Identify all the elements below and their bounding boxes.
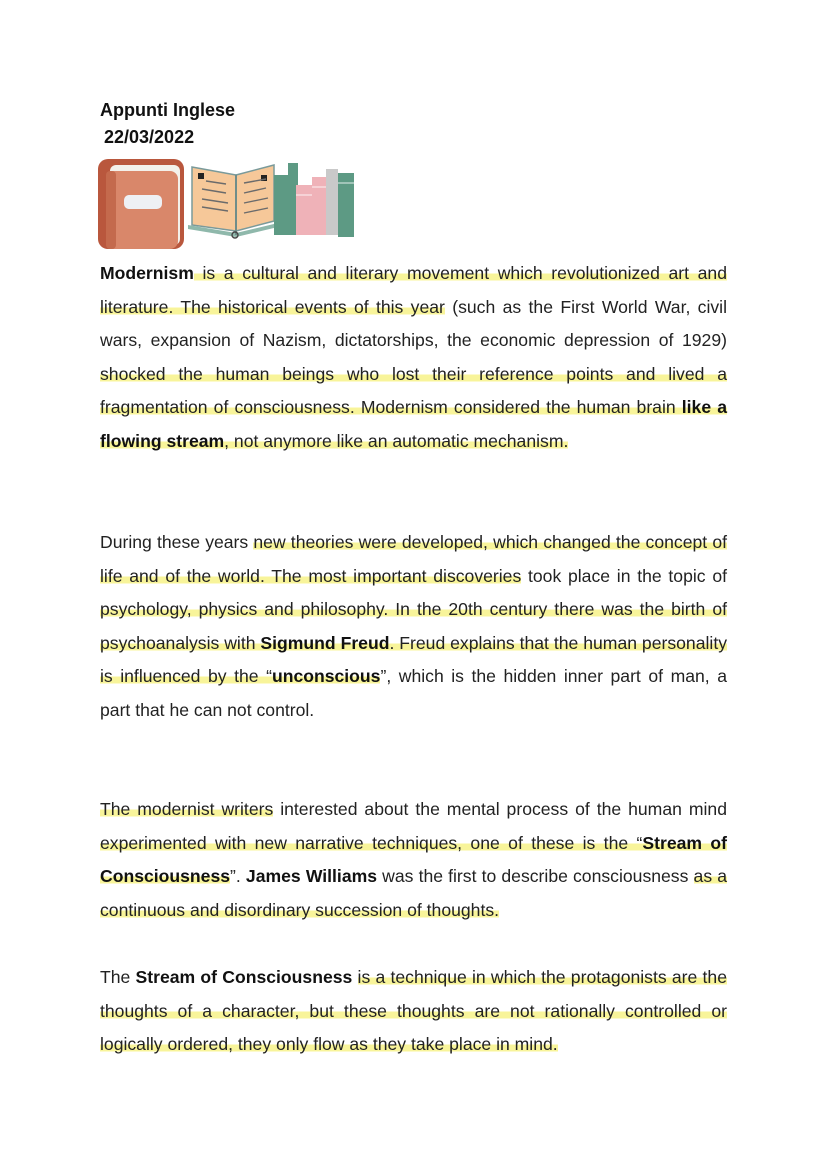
term-stream-of-consciousness: Stream of Consciousness <box>135 967 353 987</box>
paragraph-new-theories <box>100 526 727 728</box>
body-text <box>352 967 357 987</box>
paragraph-stream-definition <box>100 961 727 1062</box>
body-text: (such as the First World War, civil wars, expansion of Nazism, dictatorships, the economic depression of 1929) <box>100 296 727 351</box>
highlighted-text: The modernist writers <box>100 799 274 819</box>
term-unconscious: unconscious <box>271 666 381 687</box>
paragraph-modernist-writers <box>100 793 727 927</box>
body-text: During these years <box>100 532 254 552</box>
term-sigmund-freud: Sigmund Freud <box>260 632 390 653</box>
body-text: interested about the mental process of the human mind <box>273 799 727 819</box>
highlighted-text: new theories were developed, which changed the concept of life and of the world. The most important discoveries <box>100 532 727 586</box>
body-text: The <box>100 967 136 987</box>
page-title: Appunti Inglese <box>100 100 235 120</box>
highlighted-text: is a technique in which the protagonists are the thoughts of a character, but these thoughts are not rationally controlled or logically ordered, they only flow as they take place in mind. <box>100 967 727 1055</box>
body-text: ”, which is the hidden inner part of man, a part that he can not control. <box>100 666 727 720</box>
term-modernism: Modernism <box>100 263 194 283</box>
body-text: ”. <box>230 866 246 887</box>
books-icon <box>96 155 358 251</box>
paragraph-modernism <box>100 257 727 459</box>
highlighted-text: . Freud explains that the human personality is influenced by the “ <box>100 632 728 687</box>
highlighted-text: shocked the human beings who lost their reference points and lived a fragmentation of consciousness. Modernism considered the human brain <box>100 363 727 418</box>
highlighted-text: , not anymore like an automatic mechanism. <box>224 430 569 451</box>
highlighted-text: as a continuous and disordinary succession of thoughts. <box>100 866 728 920</box>
highlighted-text: is a cultural and literary movement which revolutionized art and literature. The historical events of this year <box>100 263 727 317</box>
notes-header <box>100 97 728 151</box>
body-text: took place in the topic of <box>521 565 727 586</box>
highlighted-text: psychology, physics and philosophy. In the 20th century there was the birth of psychoanalysis with <box>100 599 727 653</box>
body-text: was the first to describe consciousness <box>377 866 694 887</box>
bold-highlighted-text: like a flowing stream <box>100 397 727 451</box>
term-stream-of-consciousness: Stream of Consciousness <box>100 832 728 887</box>
highlighted-text: experimented with new narrative techniques, one of these is the “ <box>100 832 643 853</box>
term-james-williams: James Williams <box>245 866 378 887</box>
note-date: 22/03/2022 <box>104 127 195 147</box>
